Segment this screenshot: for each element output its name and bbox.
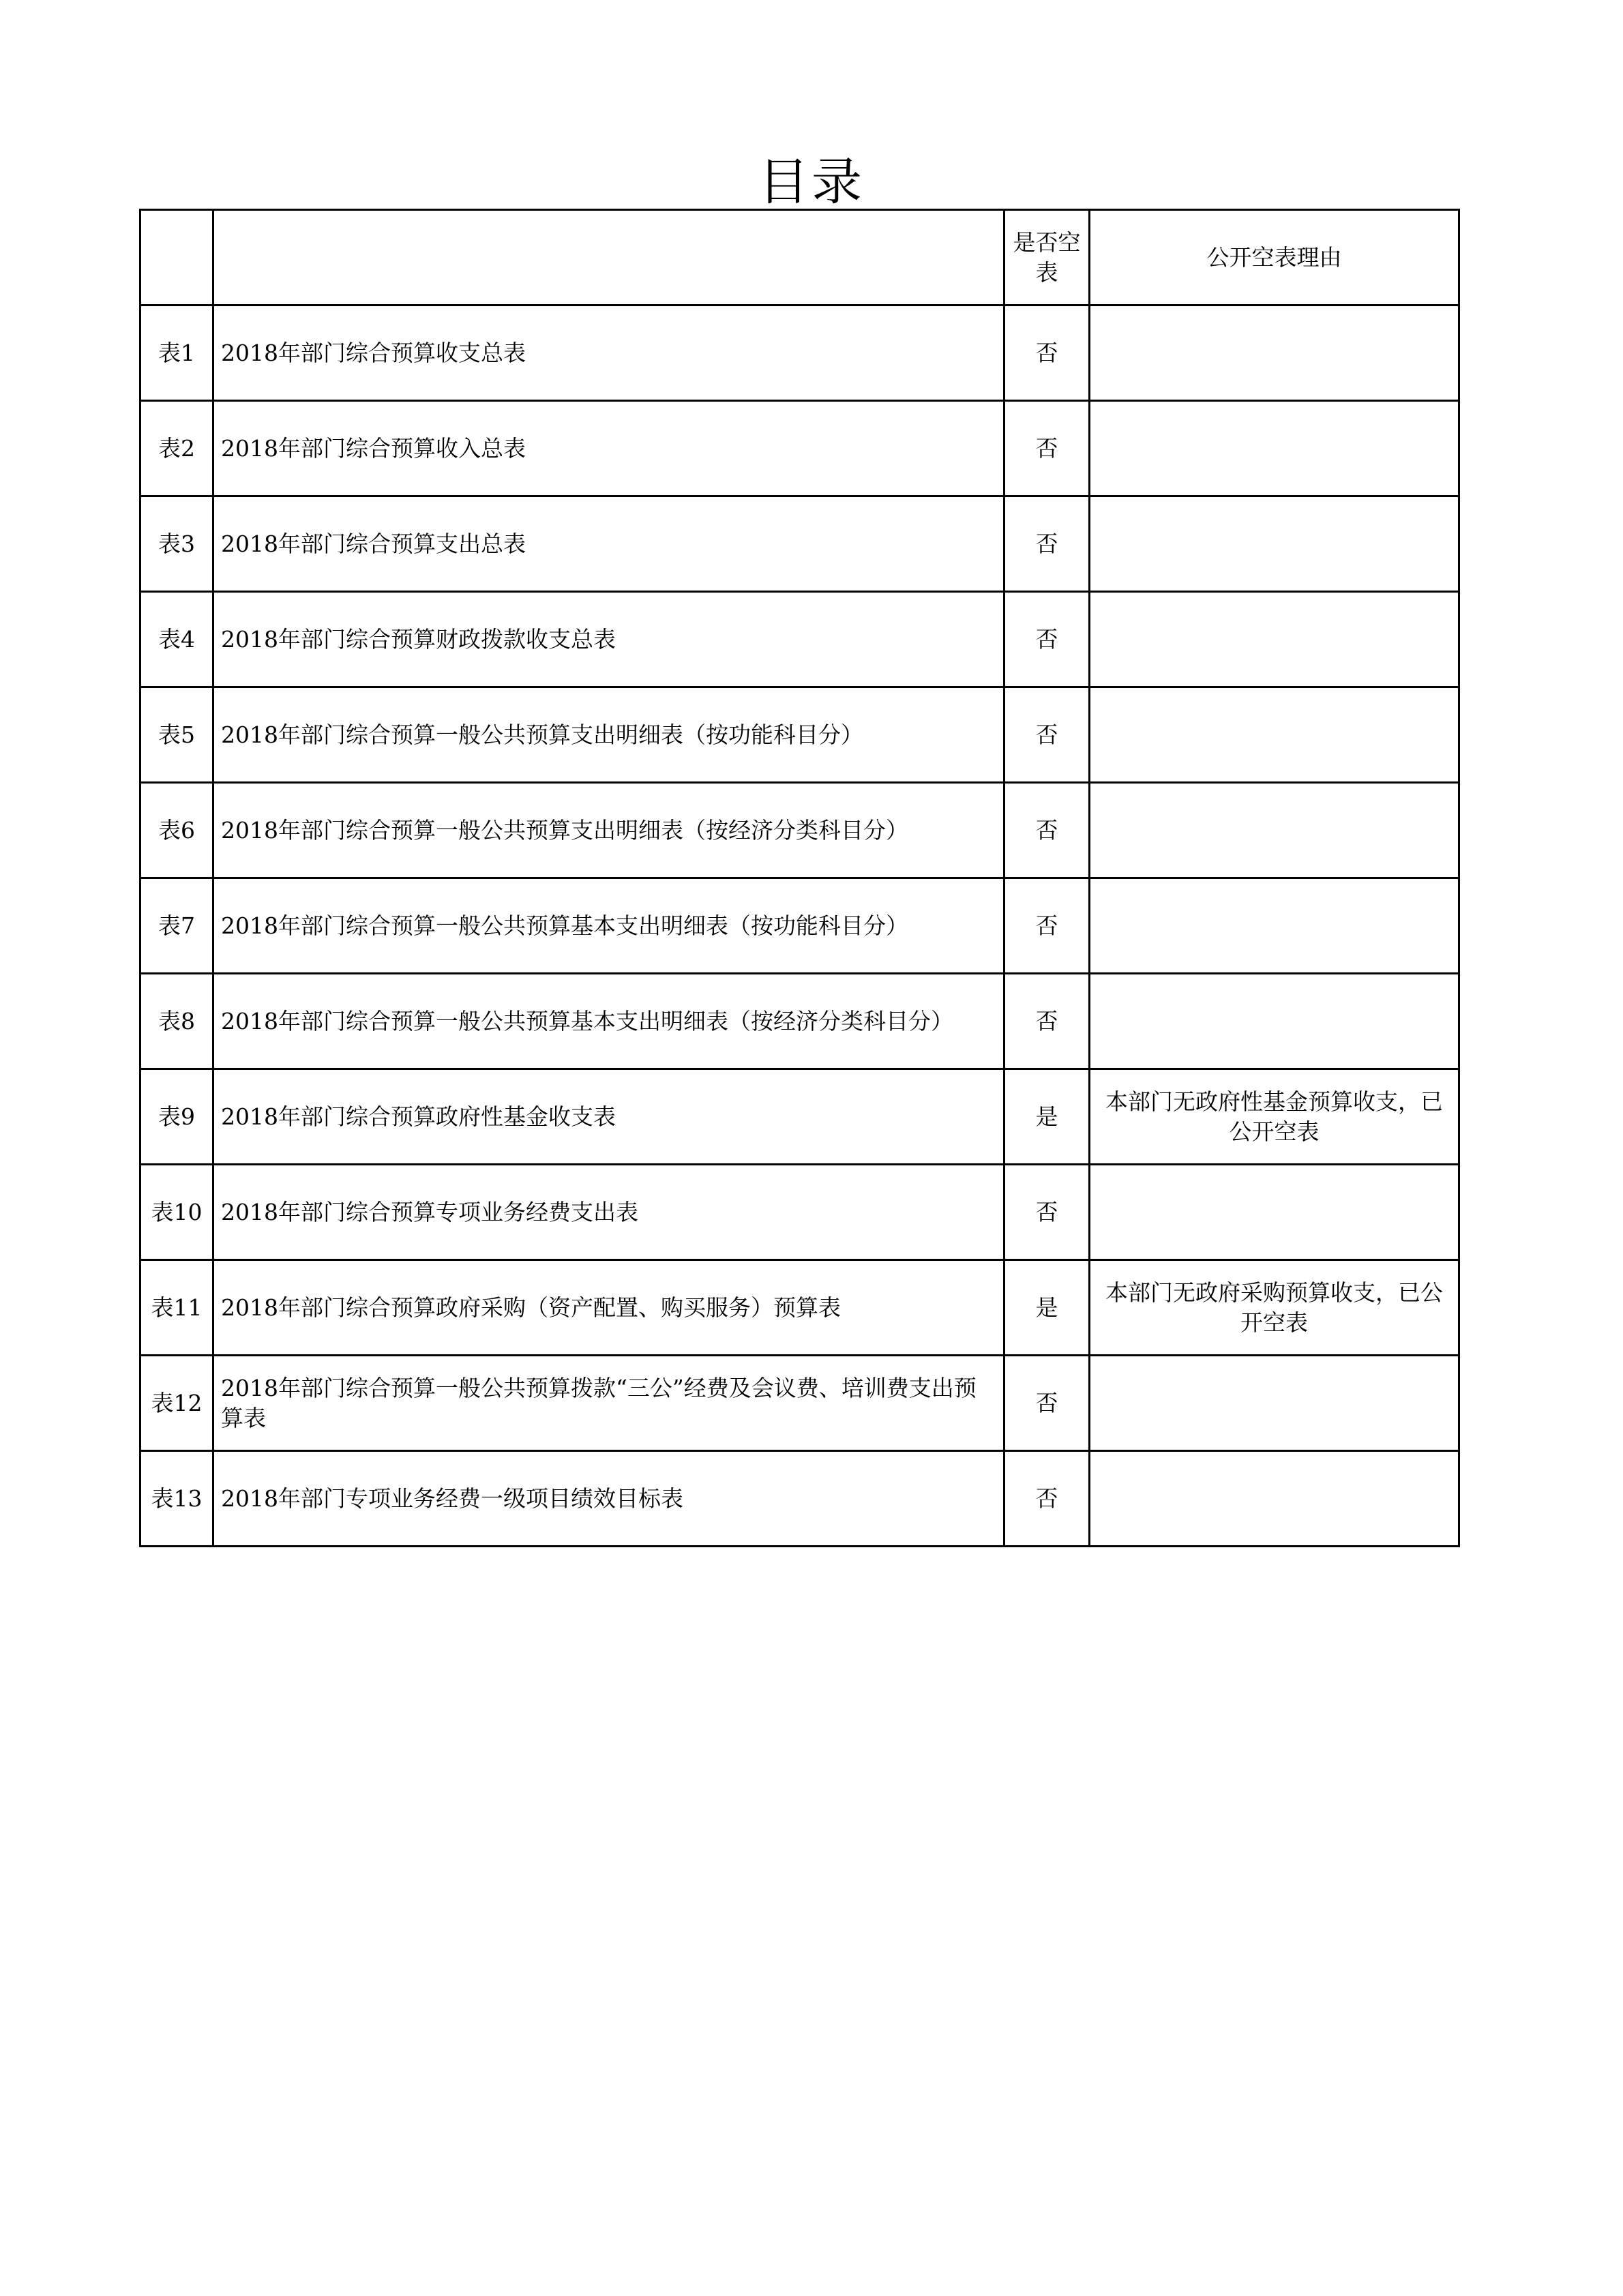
table-name-cell: 2018年部门综合预算财政拨款收支总表 — [213, 592, 1004, 687]
table-row — [140, 401, 1459, 496]
reason-cell — [1090, 974, 1459, 1069]
table-name-cell: 2018年部门综合预算收支总表 — [213, 305, 1004, 401]
reason-cell — [1090, 1165, 1459, 1260]
table-name-cell: 2018年部门综合预算一般公共预算支出明细表（按功能科目分） — [213, 687, 1004, 783]
table-name-cell: 2018年部门综合预算一般公共预算基本支出明细表（按功能科目分） — [213, 878, 1004, 974]
table-row — [140, 1356, 1459, 1451]
table-no-cell: 表3 — [140, 496, 213, 592]
is-empty-cell: 是 — [1004, 1260, 1090, 1356]
header-row — [140, 210, 1459, 305]
is-empty-cell: 否 — [1004, 305, 1090, 401]
is-empty-cell: 是 — [1004, 1069, 1090, 1165]
table-no-cell: 表5 — [140, 687, 213, 783]
table-name-cell: 2018年部门综合预算政府性基金收支表 — [213, 1069, 1004, 1165]
table-no-cell: 表1 — [140, 305, 213, 401]
is-empty-cell: 否 — [1004, 592, 1090, 687]
table-row — [140, 305, 1459, 401]
is-empty-cell: 否 — [1004, 687, 1090, 783]
table-row — [140, 1451, 1459, 1547]
table-no-cell: 表11 — [140, 1260, 213, 1356]
table-name-cell: 2018年部门综合预算一般公共预算基本支出明细表（按经济分类科目分） — [213, 974, 1004, 1069]
toc-table — [139, 209, 1460, 1547]
table-no-cell: 表9 — [140, 1069, 213, 1165]
table-no-cell: 表13 — [140, 1451, 213, 1547]
table-no-cell: 表8 — [140, 974, 213, 1069]
table-no-cell: 表12 — [140, 1356, 213, 1451]
reason-cell — [1090, 401, 1459, 496]
table-name-cell: 2018年部门综合预算专项业务经费支出表 — [213, 1165, 1004, 1260]
reason-cell — [1090, 1451, 1459, 1547]
table-row — [140, 974, 1459, 1069]
is-empty-cell: 否 — [1004, 496, 1090, 592]
table-name-cell: 2018年部门综合预算支出总表 — [213, 496, 1004, 592]
is-empty-cell: 否 — [1004, 878, 1090, 974]
page-title: 目录 — [758, 153, 865, 211]
table-no-cell: 表10 — [140, 1165, 213, 1260]
table-row — [140, 1165, 1459, 1260]
is-empty-cell: 否 — [1004, 783, 1090, 878]
table-row — [140, 1069, 1459, 1165]
table-no-cell: 表7 — [140, 878, 213, 974]
table-name-cell: 2018年部门综合预算政府采购（资产配置、购买服务）预算表 — [213, 1260, 1004, 1356]
is-empty-cell: 否 — [1004, 401, 1090, 496]
reason-cell — [1090, 878, 1459, 974]
table-no-cell: 表6 — [140, 783, 213, 878]
header-is-empty: 是否空表 — [1004, 210, 1090, 305]
is-empty-cell: 否 — [1004, 1451, 1090, 1547]
reason-cell — [1090, 687, 1459, 783]
table-name-cell: 2018年部门综合预算一般公共预算支出明细表（按经济分类科目分） — [213, 783, 1004, 878]
reason-cell — [1090, 783, 1459, 878]
table-row — [140, 592, 1459, 687]
reason-cell — [1090, 305, 1459, 401]
table-row — [140, 496, 1459, 592]
table-row — [140, 783, 1459, 878]
table-row — [140, 687, 1459, 783]
reason-cell: 本部门无政府性基金预算收支，已公开空表 — [1090, 1069, 1459, 1165]
reason-cell — [1090, 496, 1459, 592]
table-row — [140, 878, 1459, 974]
table-name-cell: 2018年部门综合预算一般公共预算拨款“三公”经费及会议费、培训费支出预算表 — [213, 1356, 1004, 1451]
table-no-cell: 表2 — [140, 401, 213, 496]
is-empty-cell: 否 — [1004, 974, 1090, 1069]
reason-cell — [1090, 1356, 1459, 1451]
header-reason: 公开空表理由 — [1090, 210, 1459, 305]
is-empty-cell: 否 — [1004, 1356, 1090, 1451]
table-name-cell: 2018年部门专项业务经费一级项目绩效目标表 — [213, 1451, 1004, 1547]
reason-cell — [1090, 592, 1459, 687]
table-row — [140, 1260, 1459, 1356]
table-name-cell: 2018年部门综合预算收入总表 — [213, 401, 1004, 496]
reason-cell: 本部门无政府采购预算收支，已公开空表 — [1090, 1260, 1459, 1356]
header-no — [140, 210, 213, 305]
table-no-cell: 表4 — [140, 592, 213, 687]
header-name — [213, 210, 1004, 305]
is-empty-cell: 否 — [1004, 1165, 1090, 1260]
